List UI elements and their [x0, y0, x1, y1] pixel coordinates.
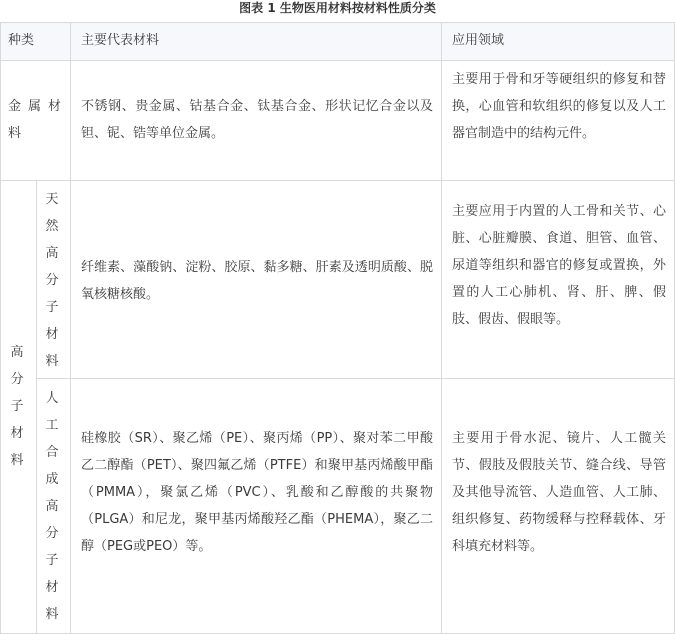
header-type: 种类 — [8, 33, 35, 48]
polymer-category: 高分子材料 — [10, 345, 24, 468]
table-rule — [0, 22, 1, 634]
natural-polymer-materials: 纤维素、藻酸钠、淀粉、胶原、黏多糖、肝素及透明质酸、脱氧核糖核酸。 — [81, 260, 433, 302]
table-rule — [441, 22, 442, 634]
header-applications: 应用领域 — [452, 33, 505, 48]
metal-category: 金属材料 — [8, 99, 64, 141]
synthetic-polymer-applications: 主要用于骨水泥、镜片、人工髋关节、假肢及假肢关节、缝合线、导管及其他导流管、人造血管、人工肺、组织修复、药物缓释与控释载体、牙科填充材料等。 — [452, 431, 666, 554]
table-rule — [36, 378, 675, 379]
synthetic-polymer-subcategory: 人工合成高分子材料 — [45, 391, 59, 622]
natural-polymer-applications: 主要应用于内置的人工骨和关节、心脏、心脏瓣膜、食道、胆管、血管、尿道等组织和器官的修复或置换，外置的人工心肺机、肾、肝、脾、假肢、假齿、假眼等。 — [452, 204, 666, 327]
synthetic-polymer-materials: 硅橡胶（SR）、聚乙烯（PE）、聚丙烯（PP）、聚对苯二甲酸乙二醇酯（PET）、聚四氟乙烯（PTFE）和聚甲基丙烯酸甲酯（PMMA），聚氯乙烯（PVC）、乳酸和乙醇酸的共聚物（PLGA）和尼龙，聚甲基丙烯酸羟乙酯（PHEMA），聚乙二醇（PEG或PEO）等。 — [81, 431, 433, 554]
metal-applications: 主要用于骨和牙等硬组织的修复和替换，心血管和软组织的修复以及人工器官制造中的结构元件。 — [452, 72, 666, 141]
table-rule — [70, 22, 71, 634]
table-rule — [36, 180, 37, 634]
metal-materials: 不锈钢、贵金属、钴基合金、钛基合金、形状记忆合金以及钽、铌、锆等单位金属。 — [81, 99, 433, 141]
table-rule — [0, 180, 675, 181]
natural-polymer-subcategory: 天然高分子材料 — [45, 192, 59, 369]
table-rule — [0, 60, 675, 61]
table-caption: 图表 1 生物医用材料按材料性质分类 — [239, 1, 436, 15]
header-materials: 主要代表材料 — [81, 33, 160, 48]
